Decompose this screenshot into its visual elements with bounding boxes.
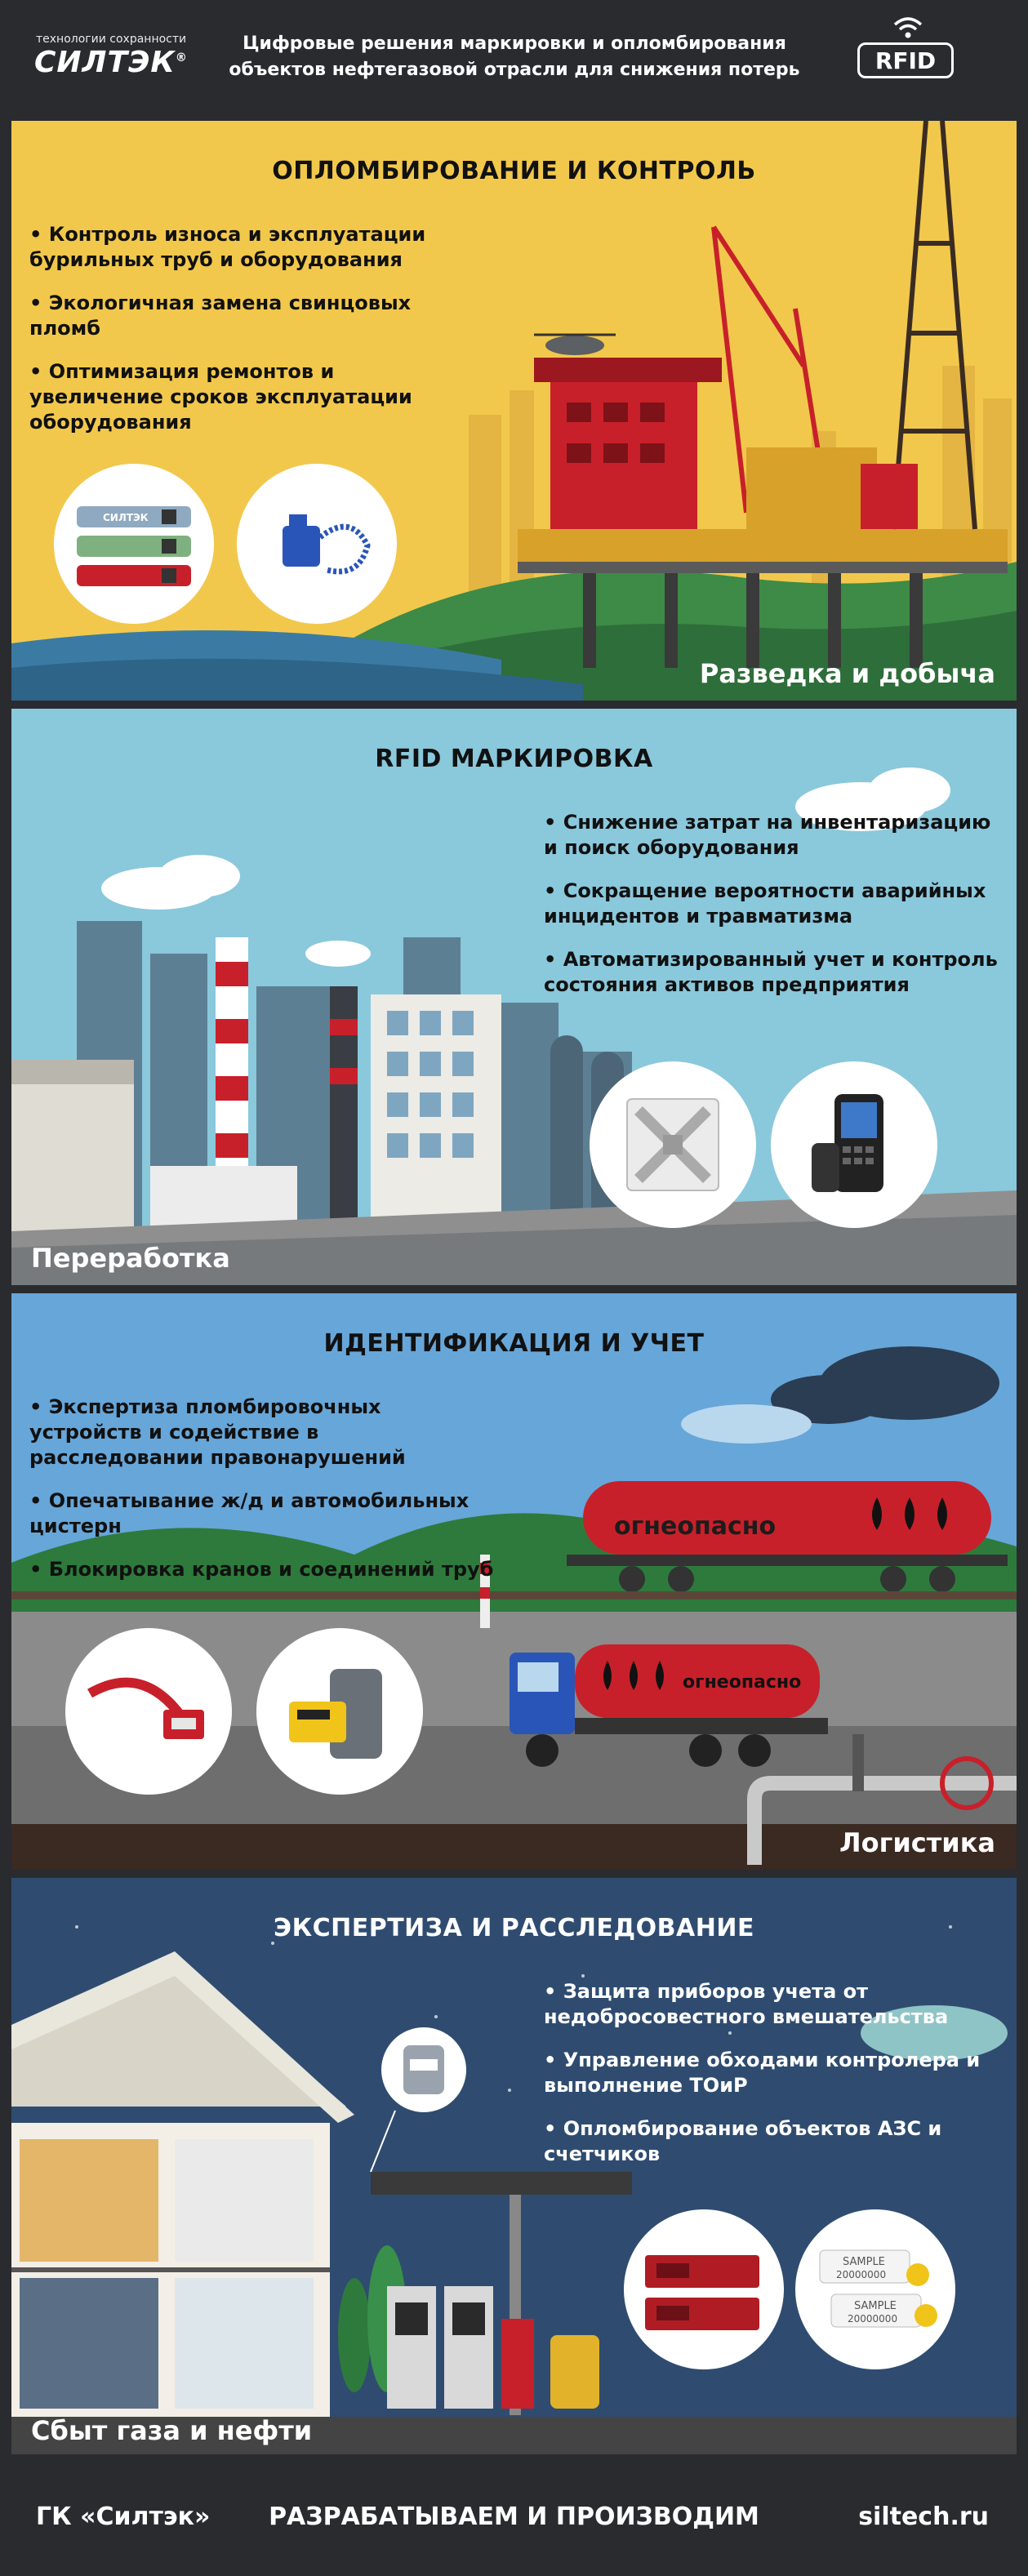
bullet-item: • Защита приборов учета от недобросовестного вмешательства [544, 1979, 1009, 2030]
bullet-list [544, 1979, 1009, 2185]
logo-name: СИЛТЭК [34, 46, 176, 79]
sample-number-2: 20000000 [848, 2313, 898, 2325]
logo-tagline: технологии сохранности [36, 33, 187, 46]
bullet-item: • Контроль износа и эксплуатации бурильных труб и оборудования [29, 222, 454, 273]
logo-reg: ® [175, 51, 188, 65]
section-caption: Логистика [839, 1827, 995, 1858]
bullet-item: • Экологичная замена свинцовых пломб [29, 291, 454, 341]
section-logistics [11, 1293, 1017, 1870]
section-caption: Разведка и добыча [699, 658, 995, 689]
section-refining [11, 709, 1017, 1285]
header-title [220, 31, 808, 83]
section-title: ЭКСПЕРТИЗА И РАССЛЕДОВАНИЕ [274, 1914, 754, 1942]
truck-tank-label: огнеопасно [683, 1672, 802, 1693]
tag-brand-text: СИЛТЭК [103, 512, 149, 523]
product-circle-rfid-label [590, 1061, 756, 1228]
product-circle-seal-strap [65, 1628, 232, 1795]
section-title: RFID МАРКИРОВКА [375, 745, 653, 773]
sample-seals-image [795, 2209, 955, 2369]
bullet-item: • Сокращение вероятности аварийных инцидентов и травматизма [544, 879, 1009, 929]
bullet-item: • Блокировка кранов и соединений труб [29, 1557, 495, 1582]
bullet-list [29, 222, 454, 453]
rail-tank-label: огнеопасно [614, 1512, 777, 1541]
rfid-tags-image [54, 464, 214, 624]
bullet-item: • Управление обходами контролера и выполнение ТОиР [544, 2048, 1009, 2098]
bullet-item: • Оптимизация ремонтов и увеличение сроков эксплуатации оборудования [29, 359, 454, 435]
sample-label-2: SAMPLE [854, 2300, 897, 2312]
rfid-badge: RFID [857, 42, 954, 78]
logo [34, 46, 188, 79]
tamper-labels-image [624, 2209, 784, 2369]
header-title-line1: Цифровые решения маркировки и опломбирования [243, 33, 786, 54]
bullet-item: • Автоматизированный учет и контроль состояния активов предприятия [544, 947, 1009, 998]
header [0, 0, 1028, 114]
footer [0, 2458, 1028, 2576]
section-caption: Сбыт газа и нефти [31, 2415, 313, 2446]
product-circle-seal [237, 464, 397, 624]
plastic-seal-image [237, 464, 397, 624]
section-sales [11, 1878, 1017, 2454]
product-circle-tags [54, 464, 214, 624]
product-circle-sample-seals [795, 2209, 955, 2369]
bullet-item: • Опломбирование объектов АЗС и счетчиков [544, 2116, 1009, 2167]
section-exploration [11, 121, 1017, 701]
handheld-scanner-image [771, 1061, 937, 1228]
product-circle-valve-lock [256, 1628, 423, 1795]
bullet-item: • Экспертиза пломбировочных устройств и содействие в расследовании правонарушений [29, 1395, 495, 1470]
section-title: ИДЕНТИФИКАЦИЯ И УЧЕТ [323, 1329, 705, 1358]
sample-number-1: 20000000 [836, 2269, 887, 2280]
wifi-icon [892, 15, 924, 41]
bullet-item: • Снижение затрат на инвентаризацию и поиск оборудования [544, 810, 1009, 861]
strap-seal-image [65, 1628, 232, 1795]
sample-label-1: SAMPLE [843, 2256, 885, 2268]
bullet-list [544, 810, 1009, 1016]
section-caption: Переработка [31, 1243, 230, 1274]
footer-slogan: РАЗРАБАТЫВАЕМ И ПРОИЗВОДИМ [269, 2503, 759, 2531]
product-circle-scanner [771, 1061, 937, 1228]
footer-company: ГК «Силтэк» [36, 2503, 211, 2531]
footer-site-link[interactable]: siltech.ru [858, 2503, 989, 2531]
valve-lock-image [256, 1628, 423, 1795]
section-title: ОПЛОМБИРОВАНИЕ И КОНТРОЛЬ [272, 157, 756, 185]
header-title-line2: объектов нефтегазовой отрасли для снижения потерь [229, 60, 800, 80]
rfid-label-image [590, 1061, 756, 1228]
bullet-item: • Опечатывание ж/д и автомобильных цистерн [29, 1488, 495, 1539]
bullet-list [29, 1395, 495, 1600]
product-circle-red-labels [624, 2209, 784, 2369]
